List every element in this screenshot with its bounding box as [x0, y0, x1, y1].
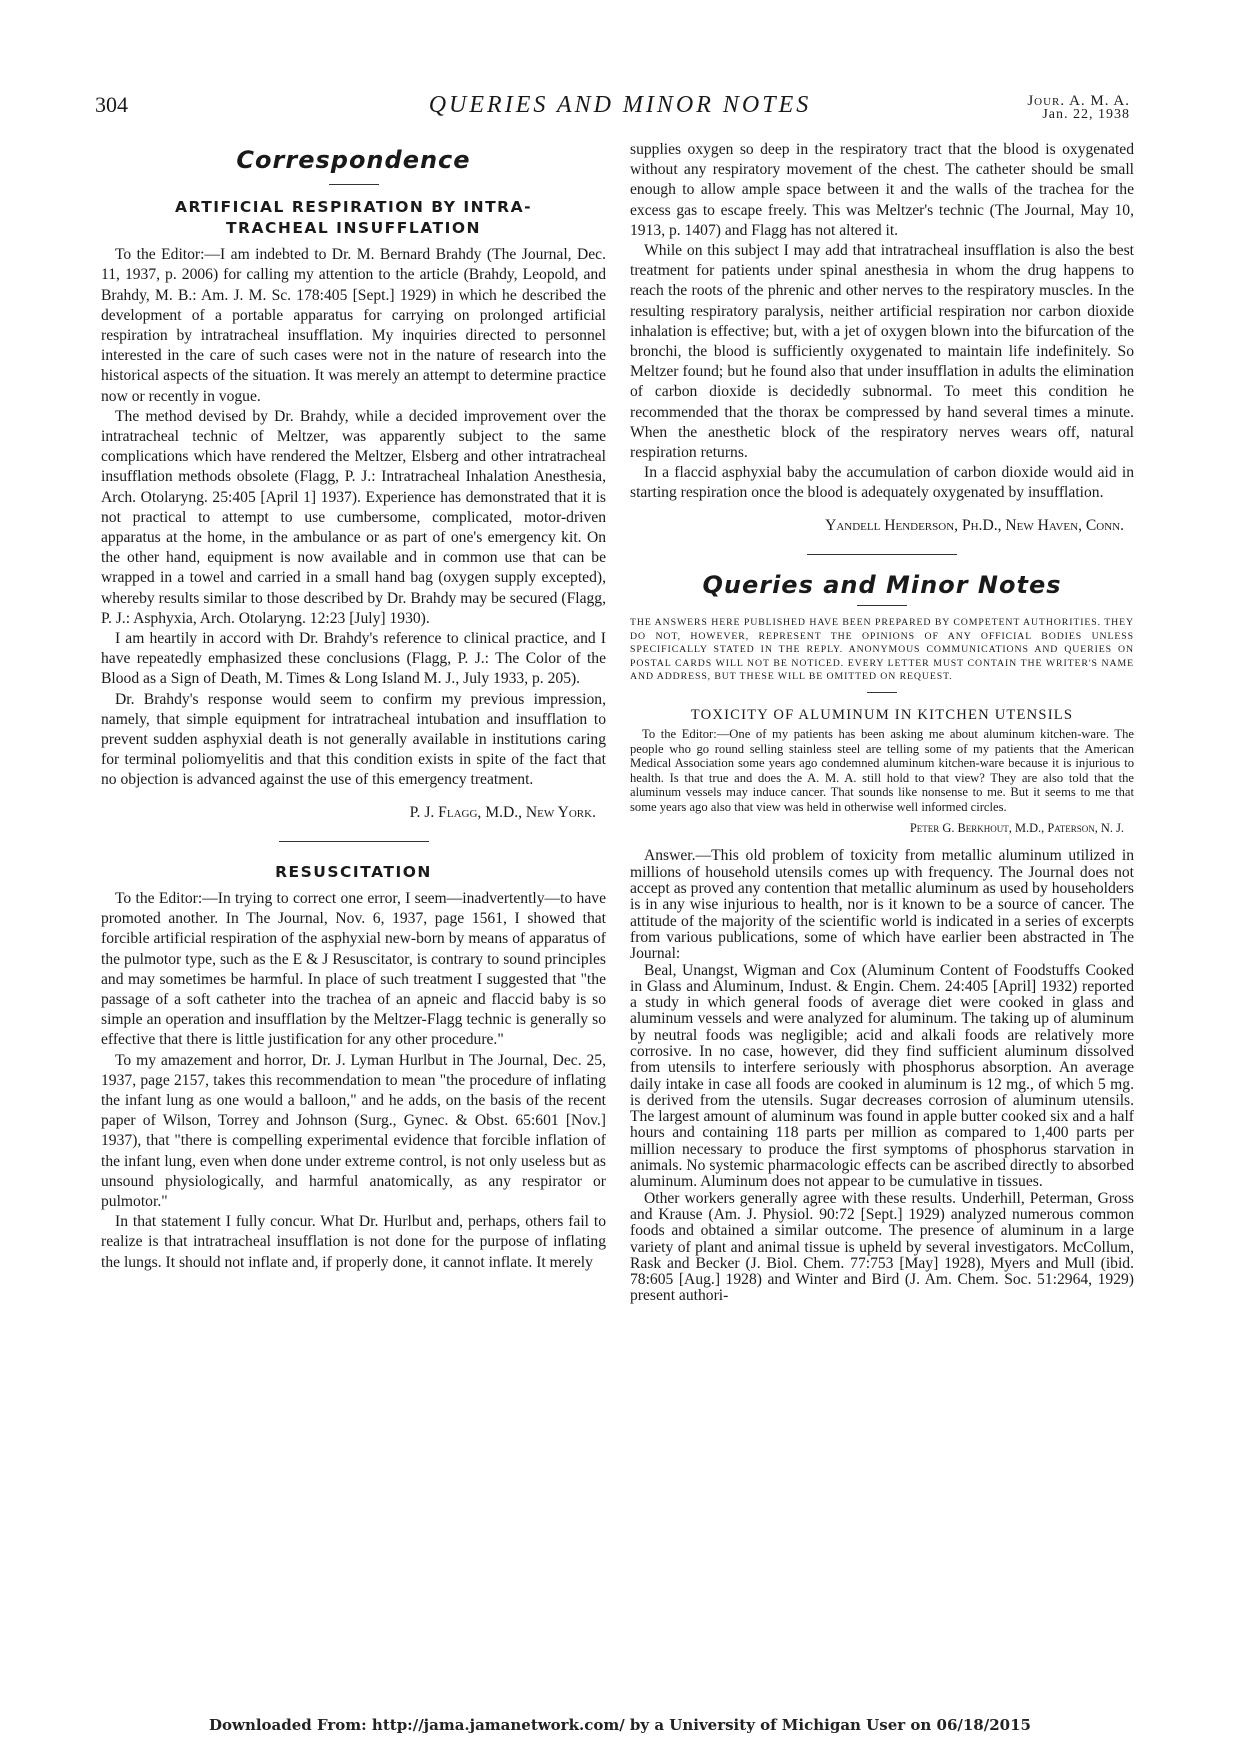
journal-citation	[1027, 94, 1130, 122]
query-title: TOXICITY OF ALUMINUM IN KITCHEN UTENSILS	[690, 707, 1074, 724]
divider	[279, 841, 429, 842]
article-title	[101, 197, 606, 239]
divider	[867, 692, 897, 693]
paragraph: While on this subject I may add that intratracheal insufflation is also the best treatment for patients under spinal anesthesia in whom the drug happens to reach the roots of the phrenic and other nerves to the respiratory muscles. In the resulting respiratory paralysis, neither artificial respiration nor carbon dioxide inhalation is effective; but, with a jet of oxygen blown into the bifurcation of the bronchi, the blood is sufficiently oxygenated to maintain life indefinitely. So Meltzer found; but he found also that under insufflation in adults the elimination of carbon dioxide is decidedly subnormal. To meet this condition he recommended that the thorax be compressed by hand several times a minute. When the anesthetic block of the respiratory nerves wears off, natural respiration returns.	[630, 242, 1134, 462]
article-title-line: ARTIFICIAL RESPIRATION BY INTRA-	[174, 198, 533, 217]
divider	[807, 554, 957, 555]
article-title: RESUSCITATION	[275, 862, 432, 881]
signature: Peter G. Berkhout, M.D., Paterson, N. J.	[909, 821, 1124, 836]
journal-name: Jour. A. M. A.	[1027, 93, 1130, 109]
paragraph: In a flaccid asphyxial baby the accumulation of carbon dioxide would aid in starting respiration once the blood is adequately oxygenated by insufflation.	[630, 464, 1134, 502]
paragraph: Answer.—This old problem of toxicity from metallic aluminum utilized in millions of household utensils comes up with frequency. The Journal does not accept as proved any contention that metallic aluminum as used by householders is in any wise injurious to health, nor is it known to be a source of cancer. The attitude of the majority of the scientific world is indicated in a series of excerpts from various publications, some of which have earlier been abstracted in The Journal:	[630, 847, 1134, 963]
divider	[857, 605, 907, 606]
paragraph: Beal, Unangst, Wigman and Cox (Aluminum Content of Foodstuffs Cooked in Glass and Aluminum, Indust. & Engin. Chem. 24:405 [April] 1932) reported a study in which general foods of average diet were cooked in glass and aluminum vessels and were analyzed for aluminum. The taking up of aluminum by neutral foods was negligible; acid and alkali foods are relatively more corrosive. In no case, however, did they find sufficient aluminum dissolved from utensils to interfere seriously with phosphorus absorption. An average daily intake in case all foods are cooked in aluminum is 12 mg., of which 5 mg. is derived from the utensils. Sugar decreases corrosion of aluminum utensils. The largest amount of aluminum was found in apple butter cooked six and a half hours and containing 118 parts per million as compared to 1,400 parts per million necessary to produce the first symptoms of phosphorus starvation in animals. No systemic pharmacologic effects can be ascribed directly to absorbed aluminum. Aluminum does not appear to be cumulative in tissues.	[630, 961, 1134, 1191]
paragraph: supplies oxygen so deep in the respiratory tract that the blood is oxygenated without any respiratory movement of the chest. The catheter should be small enough to allow ample space between it and the walls of the trachea for the excess gas to escape freely. This was Meltzer's technic (The Journal, May 10, 1913, p. 1407) and Flagg has not altered it.	[630, 141, 1134, 239]
paragraph: Dr. Brahdy's response would seem to confirm my previous impression, namely, that simple equipment for intratracheal intubation and insufflation to prevent sudden asphyxial death is not generally available in institutions caring for terminal poliomyelitis and that this condition exists in spite of the fact that no objection is advanced against the use of this emergency treatment.	[101, 690, 606, 789]
answer	[630, 848, 1134, 1304]
paragraph: I am heartily in accord with Dr. Brahdy's reference to clinical practice, and I have repeatedly emphasized these conclusions (Flagg, P. J.: The Color of the Blood as a Sign of Death, M. Times & Long Island M. J., July 1933, p. 205).	[101, 630, 606, 688]
correspondence-heading: Correspondence	[236, 146, 471, 174]
right-column	[630, 140, 1134, 1305]
query-text	[630, 727, 1134, 814]
paragraph: Other workers generally agree with these results. Underhill, Peterman, Gross and Krause (Am. J. Physiol. 90:72 [Sept.] 1929) analyzed numerous common foods and obtained a similar outcome. The presence of aluminum in a large variety of plant and animal tissue is upheld by several investigators. McCollum, Rask and Becker (J. Biol. Chem. 77:753 [May] 1928), Myers and Mull (ibid. 78:605 [Aug.] 1928) and Winter and Bird (J. Am. Chem. Soc. 51:2964, 1929) present authori-	[630, 1189, 1134, 1305]
queries-heading: Queries and Minor Notes	[702, 570, 1062, 599]
editorial-notice: THE ANSWERS HERE PUBLISHED HAVE BEEN PREPARED BY COMPETENT AUTHORITIES. THEY DO NOT, HOWEVER, REPRESENT THE OPINIONS OF ANY OFFICIAL BODIES UNLESS SPECIFICALLY STATED IN THE REPLY. ANONYMOUS COMMUNICATIONS AND QUERIES ON POSTAL CARDS WILL NOT BE NOTICED. EVERY LETTER MUST CONTAIN THE WRITER'S NAME AND ADDRESS, BUT THESE WILL BE OMITTED ON REQUEST.	[630, 617, 1134, 683]
divider	[329, 184, 379, 185]
paragraph: In that statement I fully concur. What Dr. Hurlbut and, perhaps, others fail to realize is that intratracheal insufflation is not done for the purpose of inflating the lungs. It should not inflate and, if properly done, it cannot inflate. It merely	[101, 1213, 606, 1271]
journal-date: Jan. 22, 1938	[1042, 107, 1130, 122]
signature: P. J. Flagg, M.D., New York.	[409, 803, 596, 821]
running-title: QUERIES AND MINOR NOTES	[428, 92, 812, 118]
paragraph: To the Editor:—In trying to correct one error, I seem—inadvertently—to have promoted another. In The Journal, Nov. 6, 1937, page 1561, I showed that forcible artificial respiration of the asphyxial new-born by means of apparatus of the pulmotor type, such as the E & J Resuscitator, is contrary to sound principles and may sometimes be harmful. In place of such treatment I suggested that "the passage of a soft catheter into the trachea of an apneic and flaccid baby is so simple an operation and insufflation by the Meltzer-Flagg technic is generally so effective that there is little justification for any other procedure."	[101, 889, 606, 1049]
signature: Yandell Henderson, Ph.D., New Haven, Conn.	[825, 516, 1124, 534]
paragraph: The method devised by Dr. Brahdy, while a decided improvement over the intratracheal technic of Meltzer, was apparently subject to the same complications which have rendered the Meltzer, Elsberg and other intratracheal insufflation methods obsolete (Flagg, P. J.: Intratracheal Inhalation Anesthesia, Arch. Otolaryng. 25:405 [April 1] 1937). Experience has demonstrated that it is not practical to attempt to use cumbersome, complicated, motor-driven apparatus at the home, in the ambulance or as part of one's emergency kit. On the other hand, equipment is now available and in common use that can be wrapped in a towel and carried in a small hand bag (oxygen supply excepted), whereby results similar to those described by Dr. Brahdy may be secured (Flagg, P. J.: Asphyxia, Arch. Otolaryng. 12:23 [July] 1930).	[101, 407, 606, 627]
paragraph: To my amazement and horror, Dr. J. Lyman Hurlbut in The Journal, Dec. 25, 1937, page 2157, takes this recommendation to mean "the procedure of inflating the infant lung as one would a balloon," and he adds, on the basis of the recent paper of Wilson, Torrey and Johnson (Surg., Gynec. & Obst. 65:601 [Nov.] 1937), that "there is compelling experimental evidence that forcible inflation of the infant lung, even when done under extreme control, is not only useless but as unsound physiologically, and harmful anatomically, as any respirator or pulmotor."	[101, 1051, 606, 1210]
download-footer: Downloaded From: http://jama.jamanetwork.com/ by a University of Michigan User on 06/18/2015	[209, 1716, 1031, 1734]
left-column	[101, 140, 606, 1273]
article-title-line: TRACHEAL INSUFFLATION	[225, 219, 482, 238]
paragraph: To the Editor:—I am indebted to Dr. M. Bernard Brahdy (The Journal, Dec. 11, 1937, p. 2006) for calling my attention to the article (Brahdy, Leopold, and Brahdy, M. B.: Am. J. M. Sc. 178:405 [Sept.] 1929) in which he described the development of a portable apparatus for carrying on prolonged artificial respiration by intratracheal insufflation. My inquiries directed to personnel interested in the care of such cases were not in the nature of research into the historical aspects of the situation. It was merely an attempt to determine practice now or recently in vogue.	[101, 246, 606, 405]
paragraph: To the Editor:—One of my patients has been asking me about aluminum kitchen-ware. The people who go round selling stainless steel are telling some of my patients that the American Medical Association some years ago condemned aluminum kitchen-ware because it is injurious to health. Is that true and does the A. M. A. still hold to that view? They are also told that the aluminum vessels may induce cancer. That sounds like nonsense to me. But it seems to me that some years ago also that view was held in otherwise well informed circles.	[630, 727, 1134, 814]
page-number: 304	[95, 92, 128, 117]
